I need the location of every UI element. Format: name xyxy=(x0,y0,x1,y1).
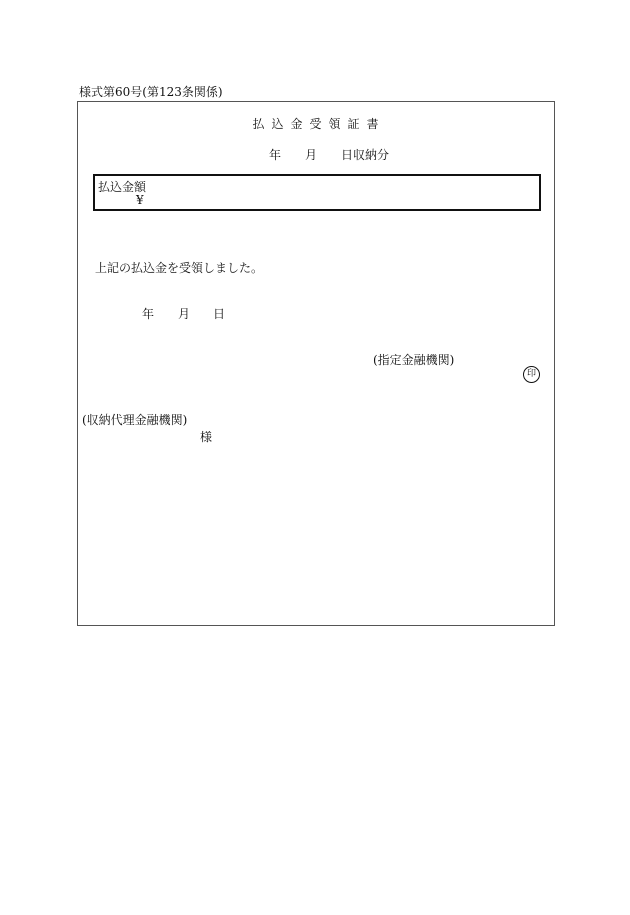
date-line-year: 年 xyxy=(269,148,282,162)
receipt-statement: 上記の払込金を受領しました。 xyxy=(95,261,264,275)
honorific: 様 xyxy=(200,430,213,444)
receipt-date-year: 年 xyxy=(142,307,155,321)
designated-bank-label: (指定金融機関) xyxy=(373,353,455,367)
date-line-month: 月 xyxy=(305,148,318,162)
currency-symbol: ¥ xyxy=(136,193,144,207)
receipt-date-day: 日 xyxy=(213,307,226,321)
agent-bank-label: (収納代理金融機関) xyxy=(82,413,188,427)
date-line-day-received: 日収納分 xyxy=(341,148,390,162)
seal-icon: 印 xyxy=(523,366,540,383)
form-number: 様式第60号(第123条関係) xyxy=(79,85,223,99)
amount-label: 払込金額 xyxy=(98,180,147,194)
document-title: 払込金受領証書 xyxy=(252,117,386,131)
amount-box xyxy=(93,174,541,211)
receipt-date-month: 月 xyxy=(178,307,191,321)
